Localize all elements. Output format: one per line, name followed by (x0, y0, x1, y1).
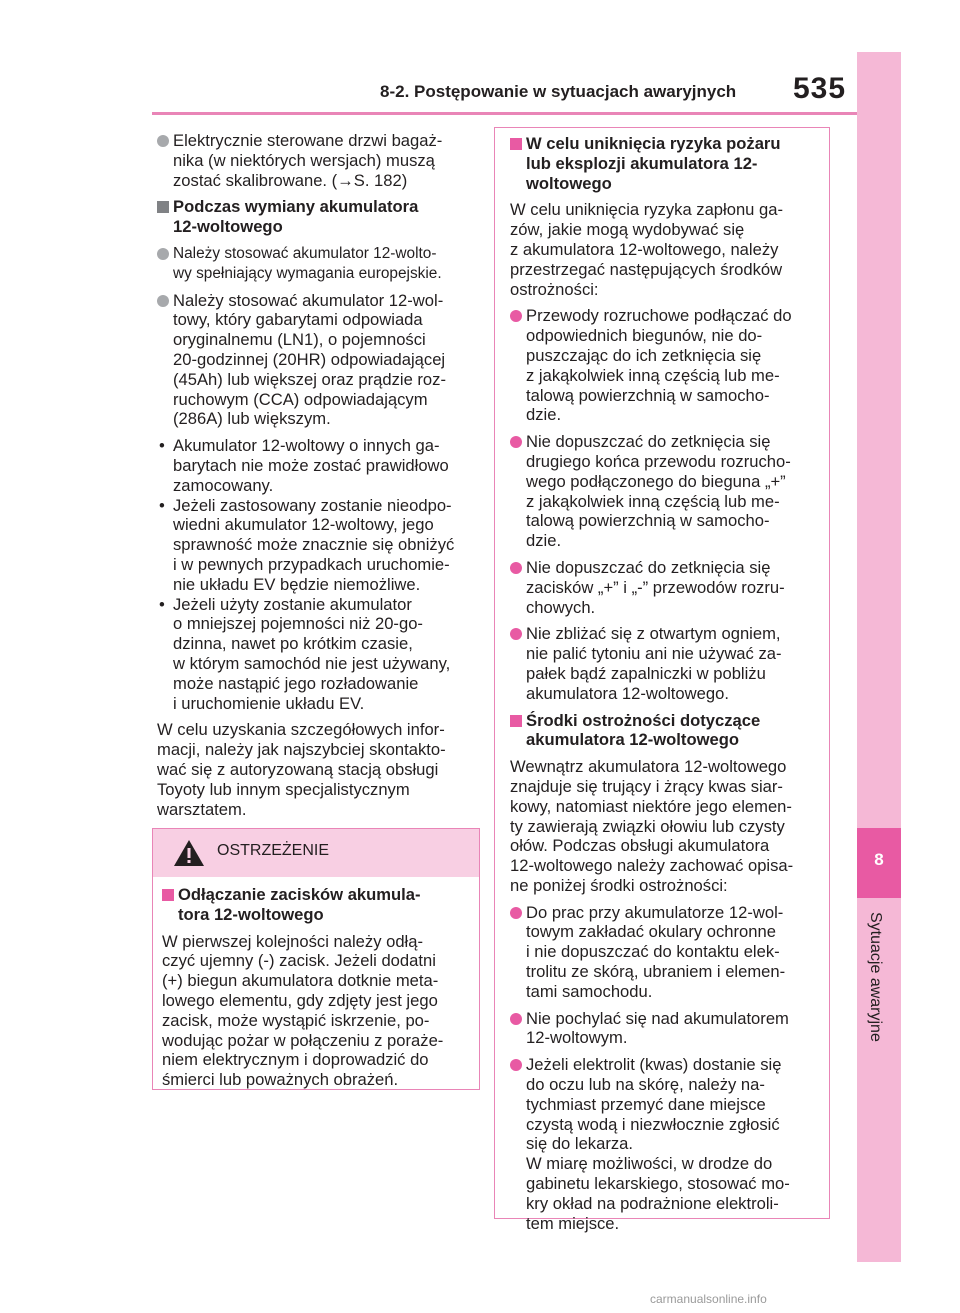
text-line: tora 12-woltowego (178, 904, 324, 924)
text-line: sprawność może znacznie się obniżyć (173, 535, 455, 555)
text-line: wego podłączonego do bieguna „+” (526, 471, 786, 491)
bullet-text (526, 903, 826, 1002)
text-line: nie palić tytoniu ani nie używać za- (526, 644, 782, 664)
dash-item-small-capacity (157, 595, 479, 714)
bullet-european-standard (157, 244, 479, 284)
square-marker-icon (157, 201, 169, 213)
chapter-sidebar (857, 52, 901, 1262)
text-line: puszczając do ich zetknięcia się (526, 345, 762, 365)
text-line: czystą wodą i niezwłocznie zgłosić (526, 1114, 780, 1134)
left-column (157, 131, 479, 826)
text-line: towy, który gabarytami odpowiada (173, 310, 423, 330)
text-line: Należy stosować akumulator 12-wolto- (173, 244, 437, 262)
dash-item-dimensions (157, 436, 479, 495)
text-line: 12-woltowego należy zachować opisa- (510, 856, 794, 876)
text-line: wodując pożar w połączeniu z poraże- (162, 1030, 444, 1050)
text-line: lub eksplozji akumulatora 12- (526, 153, 758, 173)
text-line: dzie. (526, 405, 562, 425)
text-line: W pierwszej kolejności należy odłą- (162, 931, 423, 951)
warning-triangle-icon (173, 839, 205, 867)
dash-item-wrong-battery (157, 496, 479, 595)
text-line: znajduje się trujący i żrący kwas siar- (510, 776, 783, 796)
bullet-dot-icon (157, 135, 169, 147)
bullet-text (526, 624, 826, 703)
text-line: (45Ah) lub większej oraz prądzie roz- (173, 369, 446, 389)
text-line: akumulatora 12-woltowego (526, 730, 739, 750)
text-line: z jakąkolwiek inną częścią lub me- (526, 365, 780, 385)
warning-paragraph (162, 932, 472, 1090)
bullet-dot-icon (157, 295, 169, 307)
text-line: się do lekarza. (526, 1134, 633, 1154)
text-line: drugiego końca przewodu rozrucho- (526, 451, 791, 471)
bullet-mark: • (159, 495, 165, 515)
square-marker-icon (162, 889, 174, 901)
text-line: Nie dopuszczać do zetknięcia się (526, 432, 771, 452)
text-line: pałek bądź zapalniczki w pobliżu (526, 663, 766, 683)
text-line: w którym samochód nie jest używany, (173, 653, 451, 673)
text-line: z jakąkolwiek inną częścią lub me- (526, 491, 780, 511)
bullet-text (526, 306, 826, 425)
paragraph-gas-ignition (510, 200, 826, 299)
text-line: akumulatora 12-woltowego. (526, 683, 729, 703)
text-line: kry okład na podrażnione elektroli- (526, 1193, 779, 1213)
bullet-text (526, 1009, 826, 1049)
text-line: W celu uzyskania szczegółowych infor- (157, 720, 445, 740)
text-line: macji, należy jak najszybciej skontakto- (157, 740, 446, 760)
bullet-dot-icon (510, 1013, 522, 1025)
text-line: W celu uniknięcia ryzyka pożaru (526, 134, 781, 153)
bullet-lean-over (510, 1009, 826, 1049)
heading-text (526, 134, 826, 193)
text-line: Podczas wymiany akumulatora (173, 197, 419, 217)
bullet-dot-icon (510, 562, 522, 574)
bullet-text (526, 1055, 826, 1233)
text-line: śmierci lub poważnych obrażeń. (162, 1070, 399, 1090)
text-line: (286A) lub większym. (173, 409, 331, 429)
text-line: zamocowany. (173, 475, 274, 495)
page-number: 535 (793, 72, 847, 105)
square-marker-icon (510, 715, 522, 727)
text-line: zostać skalibrowane. (→S. 182) (173, 170, 408, 190)
bullet-text (173, 244, 479, 284)
warning-body (162, 885, 472, 1097)
text-line: wać się z autoryzowaną stacją obsługi (157, 759, 439, 779)
text-line: zacisk, może wystąpić iskrzenie, po- (162, 1010, 430, 1030)
text-line: Jeżeli elektrolit (kwas) dostanie się (526, 1055, 782, 1075)
text-line: talową powierzchnią w samocho- (526, 511, 770, 531)
paragraph-acid (510, 757, 826, 896)
chapter-title: Sytuacje awaryjne (867, 912, 884, 1042)
text-line: Akumulator 12-woltowy o innych ga- (173, 436, 440, 456)
bullet-dot-icon (157, 248, 169, 260)
text-line: towym zakładać okulary ochronne (526, 922, 776, 942)
dash-text (173, 496, 479, 595)
bullet-dot-icon (510, 907, 522, 919)
text-line: 12-woltowego (173, 217, 283, 237)
bullet-text (173, 291, 479, 430)
warning-title: OSTRZEŻENIE (217, 842, 330, 859)
text-line: Nie zbliżać się z otwartym ogniem, (526, 624, 781, 644)
text-line: (+) biegun akumulatora dotknie meta- (162, 971, 439, 991)
chapter-number: 8 (874, 850, 884, 869)
text-line: chowych. (526, 597, 596, 617)
warning-heading (162, 885, 472, 925)
text-line: ruchowym (CCA) odpowiadającym (173, 389, 428, 409)
bullet-text (173, 131, 479, 190)
text-line: 20-godzinnej (20HR) odpowiadającej (173, 349, 446, 369)
text-line: talową powierzchnią w samocho- (526, 385, 770, 405)
text-line: Jeżeli zastosowany zostanie nieodpo- (173, 495, 452, 515)
bullet-dot-icon (510, 310, 522, 322)
text-line: ołów. Podczas obsługi akumulatora (510, 836, 770, 856)
text-line: i nie dopuszczać do kontaktu elek- (526, 942, 780, 962)
bullet-other-end (510, 432, 826, 551)
bullet-open-fire (510, 624, 826, 703)
text-line: Przewody rozruchowe podłączać do (526, 306, 792, 326)
square-marker-icon (510, 138, 522, 150)
text-line: czyć ujemny (-) zacisk. Jeżeli dodatni (162, 951, 436, 971)
text-line: Środki ostrożności dotyczące (526, 710, 761, 730)
warning-box (152, 828, 480, 1090)
text-line: Toyoty lub innym specjalistycznym (157, 779, 410, 799)
text-line: W miarę możliwości, w drodze do (526, 1154, 773, 1174)
heading-text (178, 885, 472, 925)
text-line: Jeżeli użyty zostanie akumulator (173, 594, 412, 614)
text-line: odpowiednich biegunów, nie do- (526, 326, 763, 346)
text-line: do oczu lub na skórę, należy na- (526, 1075, 765, 1095)
heading-precautions (510, 711, 826, 751)
text-line: W celu uniknięcia ryzyka zapłonu ga- (510, 200, 784, 220)
text-line: może nastąpić jego rozładowanie (173, 673, 419, 693)
header-rule (152, 112, 857, 115)
text-line: Nie dopuszczać do zetknięcia się (526, 557, 771, 577)
text-line: lowego elementu, gdy zdjęty jest jego (162, 990, 438, 1010)
text-line: z akumulatora 12-woltowego, należy (510, 239, 779, 259)
section-title: 8-2. Postępowanie w sytuacjach awaryjnych (380, 82, 737, 101)
text-line: o mniejszej pojemności niż 20-go- (173, 614, 423, 634)
bullet-mark: • (159, 594, 165, 614)
text-line: ostrożności: (510, 279, 599, 299)
bullet-battery-spec (157, 291, 479, 430)
text-line: kowy, natomiast niektóre jego elemen- (510, 796, 792, 816)
text-line: woltowego (526, 173, 612, 193)
dash-text (173, 595, 479, 714)
text-line: tychmiast przemyć dane miejsce (526, 1094, 766, 1114)
text-line: Elektrycznie sterowane drzwi bagaż- (173, 131, 443, 150)
text-line: wiedni akumulator 12-woltowy, jego (173, 515, 434, 535)
bullet-dot-icon (510, 1059, 522, 1071)
text-line: gabinetu lekarskiego, stosować mo- (526, 1174, 790, 1194)
text-line: i w pewnych przypadkach uruchomie- (173, 554, 450, 574)
text-line: dzinna, nawet po krótkim czasie, (173, 634, 413, 654)
bullet-clamps (510, 558, 826, 617)
bullet-dot-icon (510, 628, 522, 640)
text-line: trolitu ze skórą, ubraniem i elemen- (526, 962, 786, 982)
bullet-text (526, 558, 826, 617)
text-line: Należy stosować akumulator 12-wol- (173, 290, 444, 310)
text-line: nie układu EV będzie niemożliwe. (173, 574, 421, 594)
text-line: dzie. (526, 531, 562, 551)
text-line: nika (w niektórych wersjach) muszą (173, 150, 435, 170)
text-line: oryginalnemu (LN1), o pojemności (173, 330, 426, 350)
text-line: przestrzegać następujących środków (510, 259, 783, 279)
text-line: wy spełniający wymagania europejskie. (173, 264, 442, 282)
text-line: ne poniżej środki ostrożności: (510, 875, 728, 895)
heading-text (526, 711, 826, 751)
text-line: warsztatem. (157, 799, 247, 819)
text-line: barytach nie może zostać prawidłowo (173, 455, 449, 475)
bullet-goggles (510, 903, 826, 1002)
text-line: niem elektrycznym i doprowadzić do (162, 1050, 429, 1070)
text-line: tami samochodu. (526, 981, 653, 1001)
bullet-jumper-cables (510, 306, 826, 425)
heading-text (173, 197, 479, 237)
watermark: carmanualsonline.info (650, 1292, 767, 1306)
text-line: zacisków „+” i „-” przewodów rozru- (526, 577, 785, 597)
text-line: tem miejsce. (526, 1213, 620, 1233)
bullet-dot-icon (510, 436, 522, 448)
text-line: Nie pochylać się nad akumulatorem (526, 1008, 789, 1028)
bullet-mark: • (159, 436, 165, 456)
bullet-electrolyte-contact (510, 1055, 826, 1233)
text-line: ty zawierają związki ołowiu lub czysty (510, 816, 785, 836)
bullet-tailgate (157, 131, 479, 190)
text-line: Do prac przy akumulatorze 12-wol- (526, 902, 784, 922)
paragraph-contact-dealer (157, 720, 479, 819)
text-line: zów, jakie mogą wydobywać się (510, 220, 745, 240)
bullet-text (526, 432, 826, 551)
warning-header (153, 829, 479, 877)
dash-text (173, 436, 479, 495)
text-line: Wewnątrz akumulatora 12-woltowego (510, 757, 787, 777)
text-line: 12-woltowym. (526, 1028, 628, 1048)
text-line: Odłączanie zacisków akumula- (178, 885, 421, 904)
heading-battery-replacement (157, 197, 479, 237)
heading-fire-risk (510, 134, 826, 193)
right-column (510, 134, 826, 1240)
text-line: i uruchomienie układu EV. (173, 693, 365, 713)
